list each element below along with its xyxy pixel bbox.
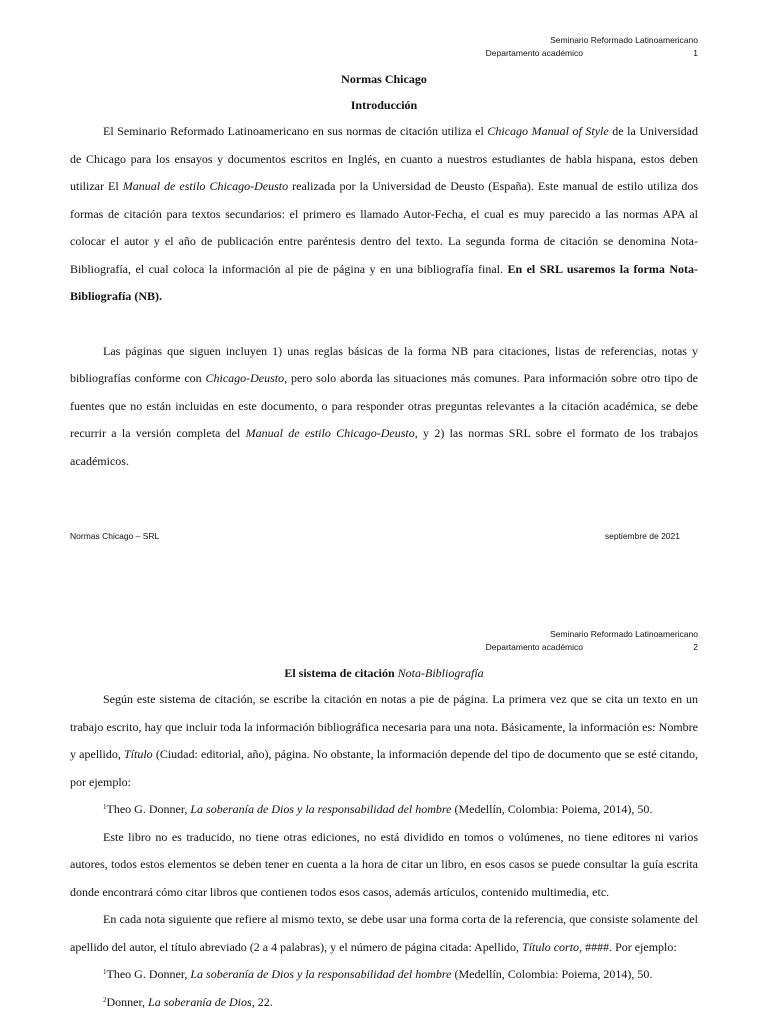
text-run: de la Universidad de Chicago para los ensayos y documentos escritos en Inglés, en cuanto a nuestros estudiantes de habla hispana, estos deben utilizar El [70, 124, 699, 193]
text-run: Donner, [106, 994, 149, 1009]
heading-italic-run: Nota-Bibliografía [397, 666, 484, 680]
text-run: , 22. [251, 994, 273, 1009]
page-header [486, 34, 698, 60]
text-run: , ####. Por ejemplo: [579, 939, 677, 954]
italic-run: Chicago-Deusto [205, 371, 285, 385]
paragraph [70, 686, 698, 796]
text-run: (Ciudad: editorial, año), página. No obstante, la información depende del tipo de documento que se esté citando, por ejemplo: [70, 747, 698, 789]
bold-run: En el SRL usaremos la forma Nota-Bibliografía (NB). [70, 261, 698, 303]
footnote-number: 1 [103, 968, 107, 976]
paragraph: Este libro no es traducido, no tiene otras ediciones, no está dividido en tomos o volúmenes, no tiene editores ni varios autores, todos estos elementos se deben tener en cuenta a la hora de citar un libro, en esos casos se puede consultar la guía escrita donde encontrará cómo citar libros que contienen todos esos casos, además artículos, contenido multimedia, etc. [70, 829, 698, 899]
footnote-example [70, 961, 698, 989]
text-run: En cada nota siguiente que refiere al mismo texto, se debe usar una forma corta de la referencia, que consiste solamente del apellido del autor, el título abreviado (2 a 4 palabras), y el número de página citada: Apellido, [70, 912, 698, 954]
paragraph [70, 906, 698, 961]
footnote-number: 1 [103, 803, 107, 811]
text-run: Theo G. Donner, [106, 967, 191, 981]
text-run: , pero solo aborda las situaciones más comunes. Para información sobre otro tipo de fuentes que no están incluidas en este documento, o para responder otras preguntas relevantes a la citación académica, se debe recurrir a la versión completa del [70, 371, 698, 440]
footer-right: septiembre de 2021 [604, 531, 680, 541]
section-heading: Introducción [350, 98, 418, 112]
document-title: Normas Chicago [341, 72, 427, 86]
italic-run: Manual de estilo Chicago-Deusto [245, 426, 415, 440]
text-run: realizada por la Universidad de Deusto (España). Este manual de estilo utiliza dos formas de citación para textos secundarios: el primero es llamado Autor-Fecha, el cual es muy parecido a las normas APA al colocar el autor y el año de publicación entre paréntesis dentro del texto. La segunda forma de citación se denomina Nota-Bibliografía, el cual coloca la información al pie de página y en una bibliografía final. [70, 179, 698, 276]
text-run: , y 2) las normas SRL sobre el formato de los trabajos académicos. [70, 426, 699, 468]
heading-run: El sistema de citación [284, 666, 398, 680]
text-run: (Medellín, Colombia: Poiema, 2014), 50. [451, 802, 653, 816]
italic-run: La soberanía de Dios y la responsabilidad del hombre [190, 802, 452, 816]
text-run: Según este sistema de citación, se escribe la citación en notas a pie de página. La primera vez que se cita un texto en un trabajo escrito, hay que incluir toda la información bibliográfica necesaria para una nota. Básicamente, la información es: Nombre y apellido, [70, 692, 698, 761]
italic-run: Manual de estilo Chicago-Deusto [122, 179, 289, 193]
footnote-example [70, 989, 698, 1017]
italic-run: Título [124, 747, 153, 761]
italic-run: La soberanía de Dios y la responsabilidad del hombre [190, 967, 452, 981]
section-heading [0, 666, 768, 681]
italic-run: Chicago Manual of Style [487, 124, 609, 138]
page-body [70, 686, 698, 1016]
header-institution: Seminario Reformado Latinoamericano [550, 629, 698, 639]
paragraph [70, 118, 698, 311]
footnote-number: 2 [103, 995, 107, 1004]
text-run: Theo G. Donner, [106, 802, 191, 816]
footnote-example [70, 796, 698, 824]
paragraph [70, 338, 698, 476]
document-page-2 [0, 590, 768, 1024]
header-page-number: 2 [693, 642, 698, 652]
italic-run: La soberanía de Dios [148, 994, 252, 1009]
text-run: Las páginas que siguen incluyen 1) unas reglas básicas de la forma NB para citaciones, listas de referencias, notas y bibliografías conforme con [70, 343, 698, 385]
footer-left: Normas Chicago – SRL [70, 531, 160, 541]
text-run: El Seminario Reformado Latinoamericano en sus normas de citación utiliza el [103, 124, 488, 138]
page-footer [70, 531, 680, 541]
text-run: (Medellín, Colombia: Poiema, 2014), 50. [451, 967, 653, 981]
page-body [70, 118, 698, 475]
header-department: Departamento académico [485, 642, 583, 652]
header-department: Departamento académico [485, 48, 583, 58]
header-institution: Seminario Reformado Latinoamericano [550, 35, 698, 45]
page-header [486, 628, 698, 654]
header-page-number: 1 [693, 48, 698, 58]
italic-run: Título corto [522, 939, 580, 954]
